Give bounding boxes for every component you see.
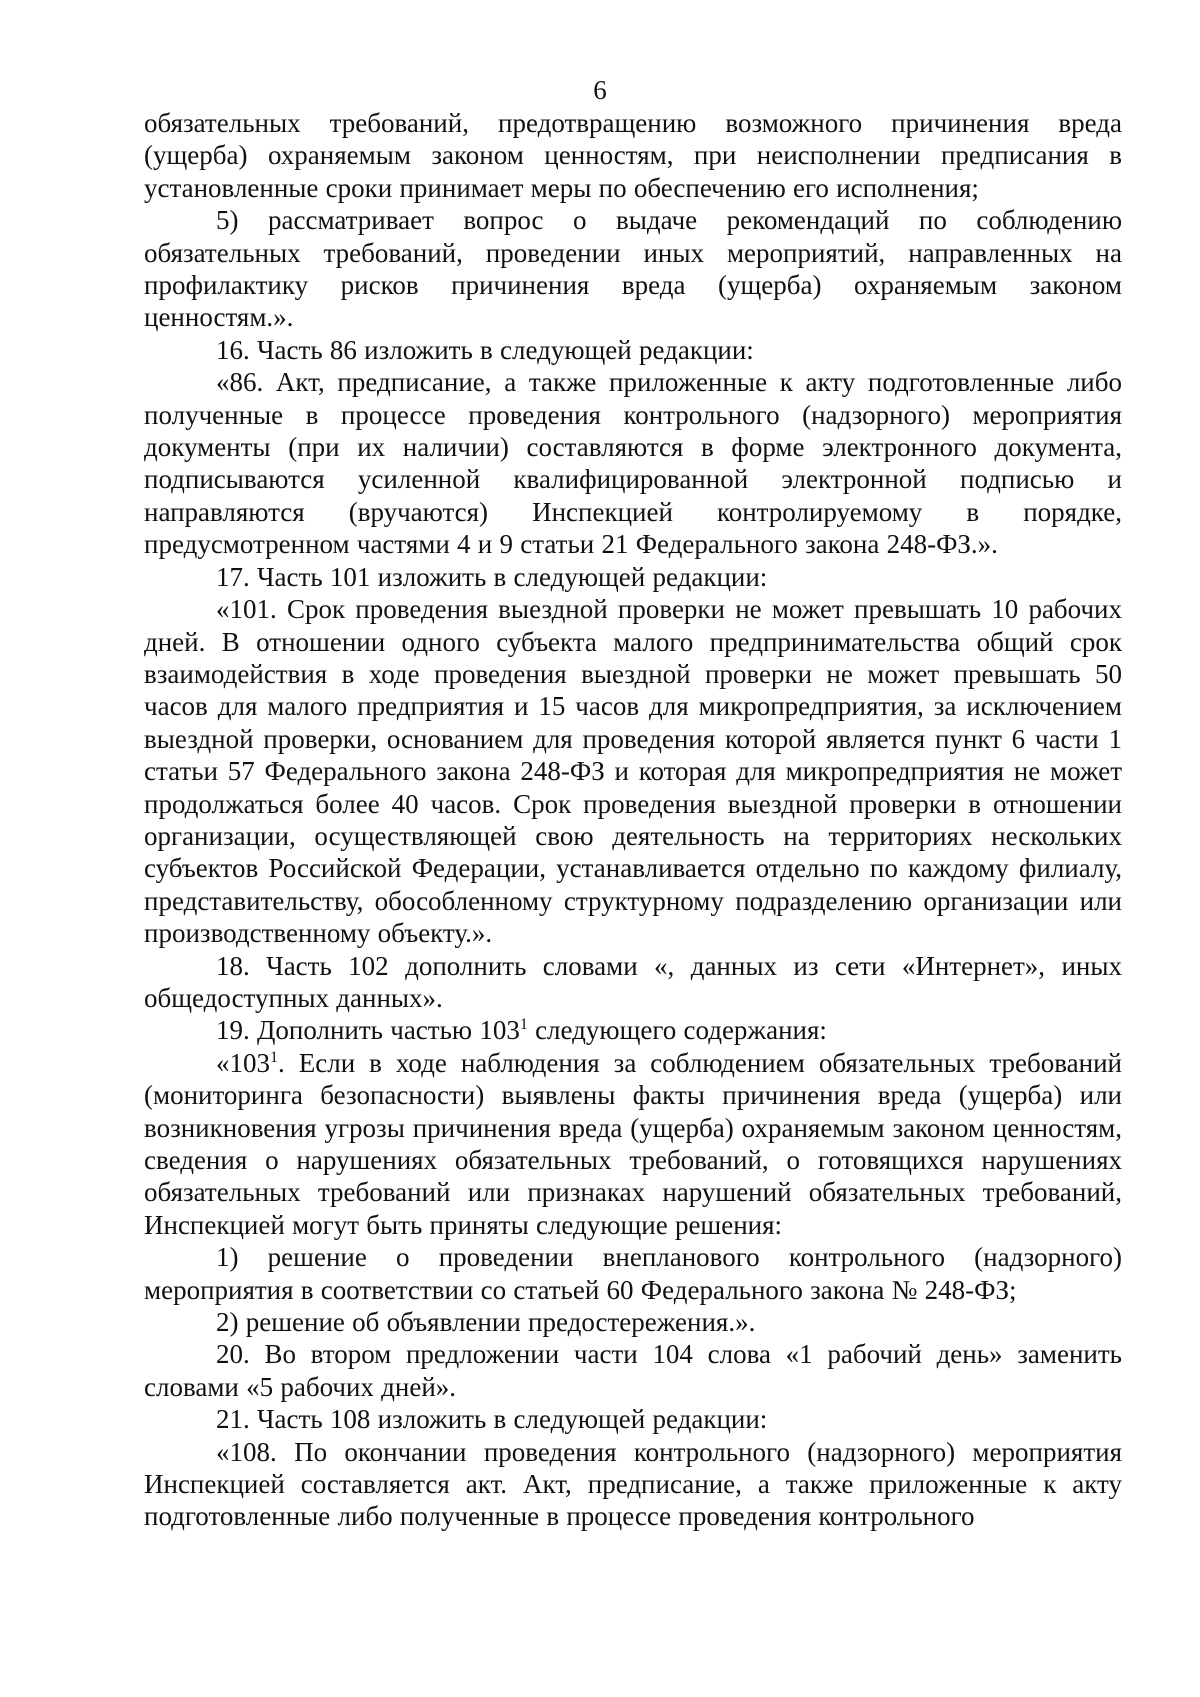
page-number: 6 (593, 75, 607, 105)
paragraph-point-19 (144, 1014, 1122, 1046)
paragraph-point-19-text-a: 19. Дополнить частью 103 (216, 1015, 520, 1046)
paragraph-decision-2: 2) решение об объявлении предостережения.». (216, 1307, 756, 1338)
superscript-1: 1 (519, 1016, 528, 1034)
document-body (144, 107, 1122, 1533)
paragraph-point-21: 21. Часть 108 изложить в следующей редакции: (216, 1404, 768, 1435)
paragraph-decision-1: 1) решение о проведении внепланового контрольного (надзорного) мероприятия в соответствии со статьей 60 Федерального закона № 248-ФЗ; (144, 1242, 1122, 1305)
paragraph-part-108: «108. По окончании проведения контрольного (надзорного) мероприятия Инспекцией составляется акт. Акт, предписание, а также приложенные к акту подготовленные либо полученные в процессе проведения контрольного (144, 1436, 1122, 1532)
paragraph-part-86: «86. Акт, предписание, а также приложенные к акту подготовленные либо полученные в процессе проведения контрольного (надзорного) мероприятия документы (при их наличии) составляются в форме электронного документа, подписываются усиленной квалифицированной электронной подписью и направляются (вручаются) Инспекцией контролируемому в порядке, предусмотренном частями 4 и 9 статьи 21 Федерального закона 248-ФЗ.». (144, 367, 1122, 560)
paragraph-point-19-text-b: следующего содержания: (527, 1015, 827, 1046)
paragraph-part-101: «101. Срок проведения выездной проверки не может превышать 10 рабочих дней. В отношении одного субъекта малого предпринимательства общий срок взаимодействия в ходе проведения выездной проверки не может превышать 50 часов для малого предприятия и 15 часов для микропредприятия, за исключением выездной проверки, основанием для проведения которой является пункт 6 части 1 статьи 57 Федерального закона 248-ФЗ и которая для микропредприятия не может продолжаться более 40 часов. Срок проведения выездной проверки в отношении организации, осуществляющей свою деятельность на территориях нескольких субъектов Российской Федерации, устанавливается отдельно по каждому филиалу, представительству, обособленному структурному подразделению организации или производственному объекту.». (144, 594, 1122, 949)
paragraph-point-20: 20. Во втором предложении части 104 слова «1 рабочий день» заменить словами «5 рабочих дней». (144, 1339, 1122, 1402)
superscript-1: 1 (270, 1048, 278, 1066)
paragraph-part-103-1 (144, 1047, 1122, 1241)
paragraph-part-103-1-text-b: . Если в ходе наблюдения за соблюдением обязательных требований (мониторинга безопасности) выявлены факты причинения вреда (ущерба) или возникновения угрозы причинения вреда (ущерба) охраняемым законом ценностям, сведения о нарушениях обязательных требований, о готовящихся нарушениях обязательных требований или признаках нарушений обязательных требований, Инспекцией могут быть приняты следующие решения: (144, 1047, 1122, 1240)
paragraph-part-103-1-text-a: «103 (216, 1047, 270, 1078)
paragraph-point-16: 16. Часть 86 изложить в следующей редакции: (216, 334, 754, 365)
paragraph-point-17: 17. Часть 101 изложить в следующей редакции: (216, 561, 768, 592)
paragraph-item-5: 5) рассматривает вопрос о выдаче рекомендаций по соблюдению обязательных требований, проведении иных мероприятий, направленных на профилактику рисков причинения вреда (ущерба) охраняемым законом ценностям.». (144, 205, 1122, 333)
paragraph-continuation: обязательных требований, предотвращению возможного причинения вреда (ущерба) охраняемым законом ценностям, при неисполнении предписания в установленные сроки принимает меры по обеспечению его исполнения; (144, 108, 1122, 203)
paragraph-point-18: 18. Часть 102 дополнить словами «, данных из сети «Интернет», иных общедоступных данных». (144, 950, 1122, 1013)
